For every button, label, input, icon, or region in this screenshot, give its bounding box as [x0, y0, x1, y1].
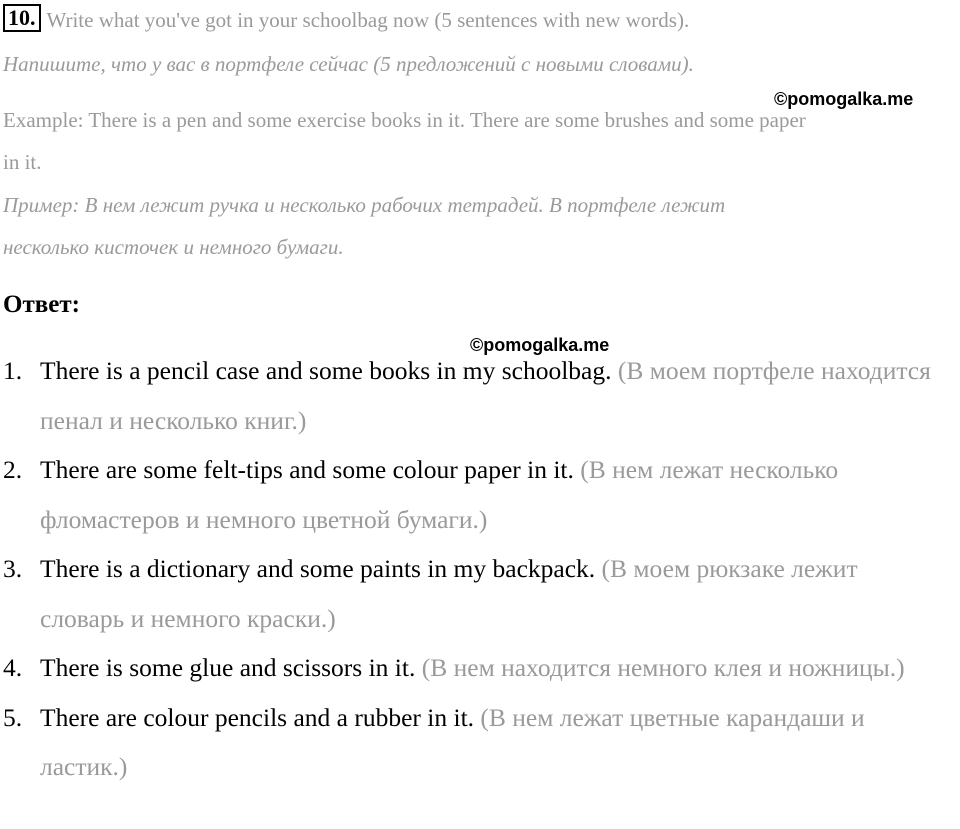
answer-number: 5. — [3, 702, 23, 732]
list-item — [0, 445, 945, 544]
answer-number: 1. — [3, 356, 23, 385]
list-item — [0, 693, 945, 792]
answer-text-en: There are colour pencils and a rubber in it. — [40, 702, 475, 732]
example-ru-line-1: Пример: В нем лежит ручка и несколько рабочих тетрадей. В портфеле лежит — [3, 193, 726, 217]
answer-text-en: There is a pencil case and some books in my schoolbag. — [40, 356, 612, 385]
list-item — [0, 643, 945, 693]
answer-text-ru: (В моем рюкзаке лежит словарь и немного краски.) — [40, 554, 858, 633]
answer-number: 3. — [3, 554, 23, 583]
task-text-ru: Напишите, что у вас в портфеле сейчас (5 предложений с новыми словами). — [3, 52, 694, 76]
answer-number: 4. — [3, 653, 23, 682]
answer-text-ru: (В нем лежат несколько фломастеров и немного цветной бумаги.) — [40, 455, 839, 534]
watermark: ©pomogalka.me — [470, 335, 610, 355]
task-instruction — [3, 4, 689, 36]
answer-number: 2. — [3, 455, 23, 484]
answer-text-en: There are some felt-tips and some colour paper in it. — [40, 455, 574, 484]
task-text-en: Write what you've got in your schoolbag now (5 sentences with new words). — [46, 8, 690, 32]
example-ru-line-2: несколько кисточек и немного бумаги. — [3, 235, 344, 259]
answer-text-en: There is some glue and scissors in it. — [40, 653, 416, 682]
list-item — [0, 544, 945, 643]
list-item — [0, 346, 945, 445]
answer-list — [0, 346, 960, 792]
answer-text-en: There is a dictionary and some paints in my backpack. — [40, 554, 596, 583]
example-line-2: in it. — [3, 150, 42, 174]
example-line-1: Example: There is a pen and some exercise books in it. There are some brushes and some paper — [3, 108, 806, 132]
task-number: 10. — [3, 4, 41, 32]
answer-text-ru: (В нем лежат цветные карандаши и ластик.) — [40, 702, 865, 781]
answer-text-ru: (В нем находится немного клея и ножницы.) — [421, 653, 905, 682]
answer-heading: Ответ: — [3, 291, 80, 318]
watermark: ©pomogalka.me — [774, 89, 914, 109]
answer-text-ru: (В моем портфеле находится пенал и несколько книг.) — [40, 356, 931, 435]
